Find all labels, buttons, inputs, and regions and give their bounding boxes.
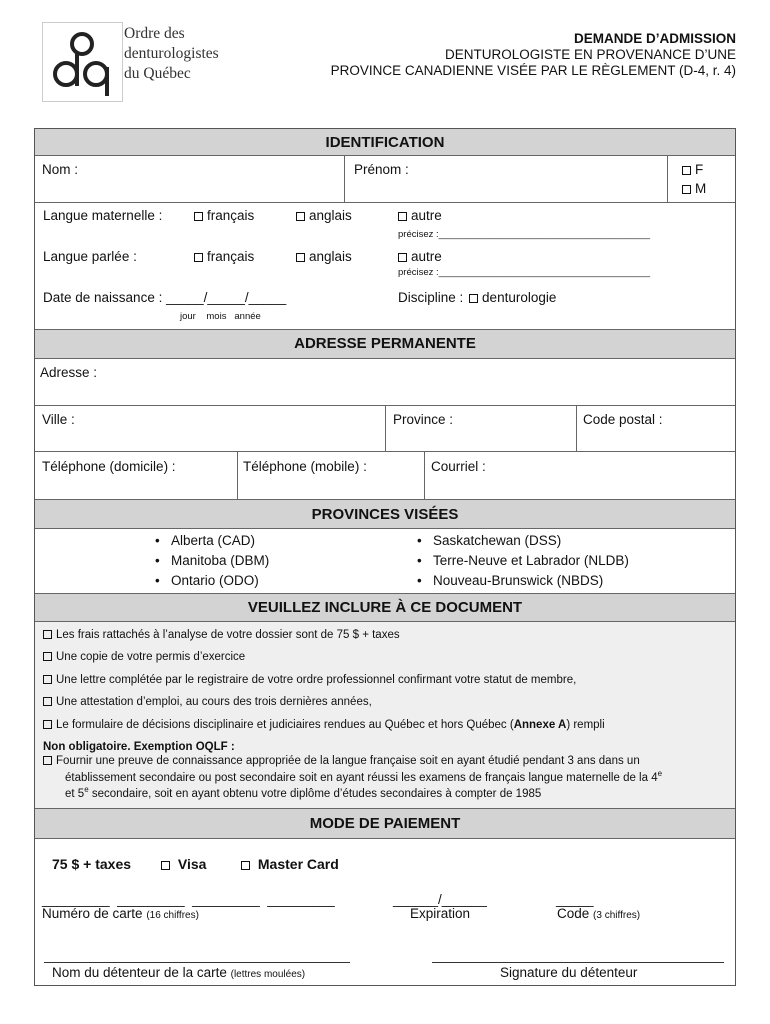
org-name-line2: denturologistes <box>124 45 219 62</box>
expiration-label: Expiration <box>410 906 471 921</box>
oqlf-line2-text: établissement secondaire ou post secondaire soit en ayant réussi les examens de français langue maternelle de la 4 <box>65 771 658 784</box>
doc-item-label: Les frais rattachés à l’analyse de votre dossier sont de 75 $ + taxes <box>56 629 400 641</box>
section-paiement-heading: MODE DE PAIEMENT <box>35 809 735 838</box>
checkbox-icon <box>43 756 52 765</box>
lm-anglais-label: anglais <box>309 208 352 223</box>
oqlf-line1: Fournir une preuve de connaissance appropriée de la langue française soit en ayant étudié pendant 3 ans dans un <box>56 755 640 767</box>
sex-f-label: F <box>695 162 704 177</box>
code-hint: (3 chiffres) <box>593 910 641 921</box>
lp-precisez-field[interactable]: précisez :________________________________________ <box>398 267 650 278</box>
langue-parlee-label: Langue parlée : <box>43 249 137 264</box>
checkbox-icon <box>43 697 52 706</box>
doc-item-lettre[interactable] <box>43 674 576 686</box>
province-item: • Nouveau-Brunswick (NBDS) <box>433 573 603 588</box>
superscript: e <box>84 785 89 794</box>
holder-name-line[interactable] <box>44 962 350 963</box>
superscript: e <box>657 769 663 778</box>
checkbox-icon <box>682 166 691 175</box>
form-title: DEMANDE D’ADMISSION <box>573 31 736 46</box>
doc-item-label: Une lettre complétée par le registraire de votre ordre professionnel confirmant votre statut de membre, <box>56 674 577 686</box>
oqlf-line2 <box>65 769 662 784</box>
card-number-label <box>42 906 199 921</box>
lp-autre-checkbox[interactable] <box>398 249 442 264</box>
signature-label: Signature du détenteur <box>500 965 638 980</box>
lp-anglais-label: anglais <box>309 249 352 264</box>
checkbox-icon <box>43 652 52 661</box>
lp-autre-label: autre <box>411 249 442 264</box>
oqlf-line3 <box>65 785 541 800</box>
form-subtitle-2: PROVINCE CANADIENNE VISÉE PAR LE RÈGLEMENT (D-4, r. 4) <box>330 63 736 78</box>
visa-label: Visa <box>177 856 207 872</box>
holder-hint: (lettres moulées) <box>230 969 306 980</box>
checkbox-icon <box>194 253 203 262</box>
mastercard-label: Master Card <box>257 856 339 872</box>
form-frame <box>34 128 736 986</box>
checkbox-icon <box>398 253 407 262</box>
section-documents-heading: VEUILLEZ INCLURE À CE DOCUMENT <box>35 594 735 621</box>
checkbox-icon <box>161 861 170 870</box>
code-postal-field[interactable]: Code postal : <box>583 412 663 427</box>
lm-autre-label: autre <box>411 208 442 223</box>
oqlf-line3-text: et 5 <box>65 787 85 800</box>
checkbox-icon <box>43 675 52 684</box>
lm-francais-label: français <box>207 208 255 223</box>
province-item: • Terre-Neuve et Labrador (NLDB) <box>433 553 629 568</box>
card-number-field[interactable]: _________ _________ _________ _________ <box>42 892 335 907</box>
optional-title: Non obligatoire. Exemption OQLF : <box>43 741 235 753</box>
payment-amount: 75 $ + taxes <box>52 856 132 872</box>
form-subtitle-1: DENTUROLOGISTE EN PROVENANCE D’UNE <box>444 47 736 62</box>
card-label: Numéro de carte <box>42 906 143 921</box>
doc-item-label: Une copie de votre permis d’exercice <box>56 651 246 663</box>
tel-mobile-field[interactable]: Téléphone (mobile) : <box>243 459 367 474</box>
checkbox-icon <box>43 630 52 639</box>
section-identification-heading: IDENTIFICATION <box>35 129 735 156</box>
doc-item-label: Le formulaire de décisions disciplinaire et judiciaires rendues au Québec et hors Québec ( <box>56 719 514 731</box>
section-provinces-heading: PROVINCES VISÉES <box>35 500 735 528</box>
ville-field[interactable]: Ville : <box>42 412 75 427</box>
sex-f-checkbox[interactable] <box>682 162 703 177</box>
discipline-field <box>398 290 556 305</box>
doc-item-formulaire[interactable] <box>43 719 605 731</box>
org-name <box>124 24 219 84</box>
document-title <box>331 31 736 79</box>
prenom-field[interactable]: Prénom : <box>354 162 409 177</box>
visa-checkbox[interactable] <box>161 856 206 872</box>
sex-m-label: M <box>695 181 707 196</box>
holder-label-text: Nom du détenteur de la carte <box>52 965 227 980</box>
checkbox-icon <box>43 720 52 729</box>
courriel-field[interactable]: Courriel : <box>431 459 486 474</box>
doc-item-label-end: ) rempli <box>566 719 605 731</box>
checkbox-icon <box>398 212 407 221</box>
checkbox-icon[interactable] <box>469 294 478 303</box>
code-field[interactable]: _____ <box>556 892 594 907</box>
province-field[interactable]: Province : <box>393 412 454 427</box>
date-hint: jour mois année <box>180 311 261 322</box>
doc-item-attestation[interactable] <box>43 696 372 708</box>
lm-anglais-checkbox[interactable] <box>296 208 352 223</box>
discipline-label: Discipline : <box>398 290 464 305</box>
signature-line[interactable] <box>432 962 724 963</box>
lm-autre-checkbox[interactable] <box>398 208 442 223</box>
adresse-field[interactable]: Adresse : <box>40 365 98 380</box>
langue-maternelle-label: Langue maternelle : <box>43 208 163 223</box>
checkbox-icon <box>682 185 691 194</box>
org-name-line1: Ordre des <box>124 25 185 42</box>
lp-francais-checkbox[interactable] <box>194 249 254 264</box>
lp-francais-label: français <box>207 249 255 264</box>
card-hint: (16 chiffres) <box>146 910 199 921</box>
checkbox-icon <box>296 253 305 262</box>
checkbox-icon <box>296 212 305 221</box>
doc-item-permis[interactable] <box>43 651 245 663</box>
province-item: • Alberta (CAD) <box>171 533 255 548</box>
province-item: • Saskatchewan (DSS) <box>433 533 561 548</box>
sex-m-checkbox[interactable] <box>682 181 706 196</box>
province-item: • Ontario (ODO) <box>171 573 259 588</box>
lm-precisez-field[interactable]: précisez :________________________________________ <box>398 229 650 240</box>
lp-anglais-checkbox[interactable] <box>296 249 352 264</box>
lm-francais-checkbox[interactable] <box>194 208 254 223</box>
code-label <box>557 906 640 921</box>
mastercard-checkbox[interactable] <box>241 856 339 872</box>
checkbox-icon <box>241 861 250 870</box>
org-name-line3: du Québec <box>124 65 191 82</box>
section-adresse-heading: ADRESSE PERMANENTE <box>35 330 735 358</box>
holder-name-label <box>52 965 305 980</box>
code-label-text: Code <box>557 906 590 921</box>
tel-domicile-field[interactable]: Téléphone (domicile) : <box>42 459 176 474</box>
doc-item-label: Une attestation d’emploi, au cours des trois dernières années, <box>56 696 372 708</box>
doc-item-frais[interactable] <box>43 629 400 641</box>
date-naissance-field[interactable]: Date de naissance : _____/_____/_____ <box>43 290 287 305</box>
denturologie-label: denturologie <box>482 290 557 305</box>
doc-item-oqlf[interactable] <box>43 755 640 767</box>
oqlf-line3-end: secondaire, soit en ayant obtenu votre diplôme d’études secondaires à compter de 1985 <box>88 787 542 800</box>
nom-field[interactable]: Nom : <box>42 162 79 177</box>
annexe-a-label: Annexe A <box>513 719 567 731</box>
checkbox-icon <box>194 212 203 221</box>
province-item: • Manitoba (DBM) <box>171 553 269 568</box>
expiration-field[interactable]: ______/______ <box>393 892 487 907</box>
